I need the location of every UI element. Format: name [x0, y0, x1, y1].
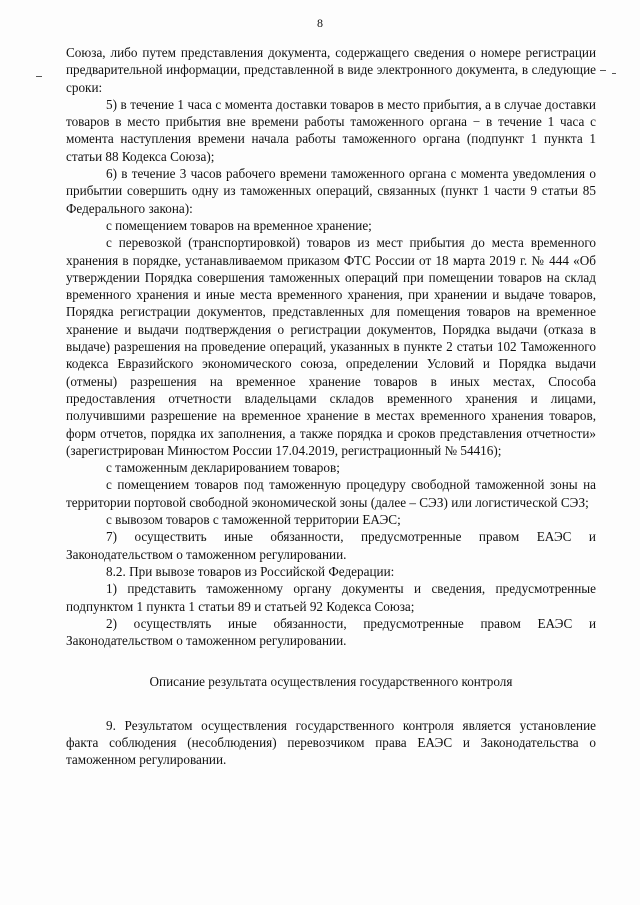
paragraph-temporary-storage: с помещением товаров на временное хранение; — [106, 217, 372, 233]
paragraph-transportation: с перевозкой (транспортировкой) товаров из мест прибытия до места временного хранения в порядке, устанавливаемом приказом ФТС России от 18 марта 2019 г. № 444 «Об утверждении Порядка совершения таможенных операций при помещении товаров на склад временного хранения и иные места временного хранения, при хранении и выдаче товаров, Порядка регистрации документов, представленных для помещения товаров на временное хранение и выдачи подтверждения о регистрации документов, Порядка выдачи (отказа в выдаче) разрешения на проведение операций, указанных в пункте 2 статьи 102 Таможенного кодекса Евразийского экономического союза, определении Условий и Порядка выдачи (отмены) разрешения на временное хранение товаров в иных местах, Способа предоставления отчетности владельцами складов временного хранения и лицами, получившими разрешение на временное хранение в местах временного хранения товаров, форм отчетов, порядка их заполнения, а также порядка и сроков представления отчетности» (зарегистрирован Минюстом России 17.04.2019, регистрационный № 54416); — [66, 235, 596, 458]
scan-artifact — [612, 73, 616, 74]
paragraph-item-6: 6) в течение 3 часов рабочего времени таможенного органа с момента уведомления о прибытии совершить одну из таможенных операций, связанных (пункт 1 части 9 статьи 85 Федерального закона): — [66, 166, 596, 216]
document-body — [66, 44, 596, 769]
paragraph-8-2-item-1: 1) представить таможенному органу документы и сведения, предусмотренные подпунктом 1 пункта 1 статьи 89 и статьей 92 Кодекса Союза; — [66, 581, 596, 614]
paragraph-8-2-item-2: 2) осуществлять иные обязанности, предусмотренные правом ЕАЭС и Законодательством о таможенном регулировании. — [66, 615, 596, 649]
section-heading: Описание результата осуществления государственного контроля — [149, 674, 513, 690]
scan-artifact — [600, 70, 606, 71]
paragraph-export: с вывозом товаров с таможенной территории ЕАЭС; — [106, 512, 401, 528]
paragraph-declaration: с таможенным декларированием товаров; — [106, 460, 340, 476]
paragraph-item-5: 5) в течение 1 часа с момента доставки товаров в место прибытия, а в случае доставки товаров в место прибытия вне времени работы таможенного органа − в течение 1 часа с момента наступления времени начала работы таможенного органа (подпункт 1 пункта 1 статьи 88 Кодекса Союза); — [66, 96, 596, 164]
paragraph-section-8-2: 8.2. При вывозе товаров из Российской Федерации: — [106, 563, 395, 579]
paragraph-result: 9. Результатом осуществления государственного контроля является установление факта соблюдения (несоблюдения) перевозчиком права ЕАЭС и Законодательства о таможенном регулировании. — [66, 717, 596, 768]
paragraph-item-7: 7) осуществить иные обязанности, предусмотренные правом ЕАЭС и Законодательством о таможенном регулировании. — [66, 529, 596, 562]
scan-artifact — [36, 76, 42, 77]
page-number: 8 — [317, 16, 323, 30]
paragraph-continuation: Союза, либо путем представления документа, содержащего сведения о номере регистрации предварительной информации, представленной в виде электронного документа, в следующие сроки: — [66, 45, 596, 95]
paragraph-free-zone: с помещением товаров под таможенную процедуру свободной таможенной зоны на территории портовой свободной экономической зоны (далее – СЭЗ) или логистической СЭЗ; — [66, 477, 596, 510]
